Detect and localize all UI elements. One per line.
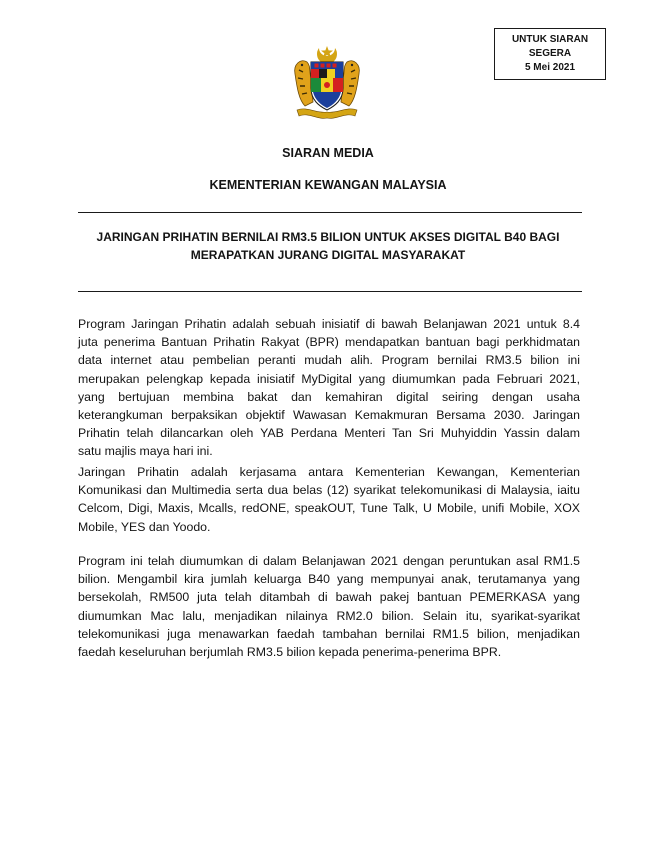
paragraph-line: satu majlis maya hari ini. <box>78 444 213 459</box>
release-notice-box <box>494 28 606 80</box>
release-date: 5 Mei 2021 <box>524 62 576 73</box>
paragraph-line: bilion. Mengambil kira jumlah keluarga B40 yang mempunyai anak, terutamanya yang <box>78 572 580 587</box>
paragraph-line: faedah keseluruhan berjumlah RM3.5 bilion kepada penerima-penerima BPR. <box>78 645 502 660</box>
ministry-name: KEMENTERIAN KEWANGAN MALAYSIA <box>209 178 447 192</box>
paragraph-line: Mobile, YES dan Yoodo. <box>78 519 211 534</box>
paragraph-line: diumumkan Mac lalu, menjadikan nilainya RM2.0 bilion. Selain itu, syarikat-syarikat <box>78 608 580 623</box>
paragraph-line: Komunikasi dan Multimedia serta dua belas (12) syarikat telekomunikasi di Malaysia, iaitu <box>78 483 580 498</box>
coat-of-arms-icon <box>289 44 365 120</box>
release-notice-line1: UNTUK SIARAN <box>511 34 589 45</box>
media-release-label: SIARAN MEDIA <box>282 146 374 160</box>
paragraph-2 <box>78 463 580 536</box>
paragraph-line: merupakan pelengkap kepada inisiatif MyDigital yang diumumkan pada Februari 2021, <box>78 371 580 386</box>
title-line-1: JARINGAN PRIHATIN BERNILAI RM3.5 BILION UNTUK AKSES DIGITAL B40 BAGI <box>96 230 560 244</box>
paragraph-line: Program ini telah diumumkan di dalam Belanjawan 2021 dengan peruntukan asal RM1.5 <box>78 554 580 568</box>
paragraph-line: Celcom, Digi, Maxis, Mcalls, redONE, speakOUT, Tune Talk, U Mobile, unifi Mobile, XOX <box>78 501 580 516</box>
paragraph-line: Prihatin telah dilancarkan oleh YAB Perdana Menteri Tan Sri Muhyiddin Yassin dalam <box>78 426 580 441</box>
press-release-title <box>70 228 586 264</box>
paragraph-line: keterangkuman berpaksikan objektif Wawasan Kemakmuran Bersama 2030. Jaringan <box>78 408 580 423</box>
paragraph-3 <box>78 552 580 661</box>
release-notice-line2: SEGERA <box>528 48 572 59</box>
paragraph-line: yang bertujuan membina bakat dan kemahiran digital seiring dengan usaha <box>78 389 580 404</box>
paragraph-1 <box>78 315 580 461</box>
paragraph-line: Jaringan Prihatin adalah kerjasama antara Kementerian Kewangan, Kementerian <box>78 465 580 479</box>
paragraph-line: data internet atau pembelian peranti mudah alih. Program bernilai RM3.5 bilion ini <box>78 353 580 368</box>
top-divider <box>78 212 582 213</box>
bottom-divider <box>78 291 582 292</box>
paragraph-line: bersekolah, RM500 juta telah ditambah di bawah pakej bantuan PEMERKASA yang <box>78 590 580 605</box>
title-line-2: MERAPATKAN JURANG DIGITAL MASYARAKAT <box>190 248 466 262</box>
paragraph-line: telekomunikasi juga menawarkan faedah tambahan bernilai RM1.5 bilion, menjadikan <box>78 626 580 641</box>
paragraph-line: juta penerima Bantuan Prihatin Rakyat (BPR) mendapatkan bantuan bagi perkhidmatan <box>78 335 580 350</box>
paragraph-line: Program Jaringan Prihatin adalah sebuah inisiatif di bawah Belanjawan 2021 untuk 8.4 <box>78 317 580 331</box>
